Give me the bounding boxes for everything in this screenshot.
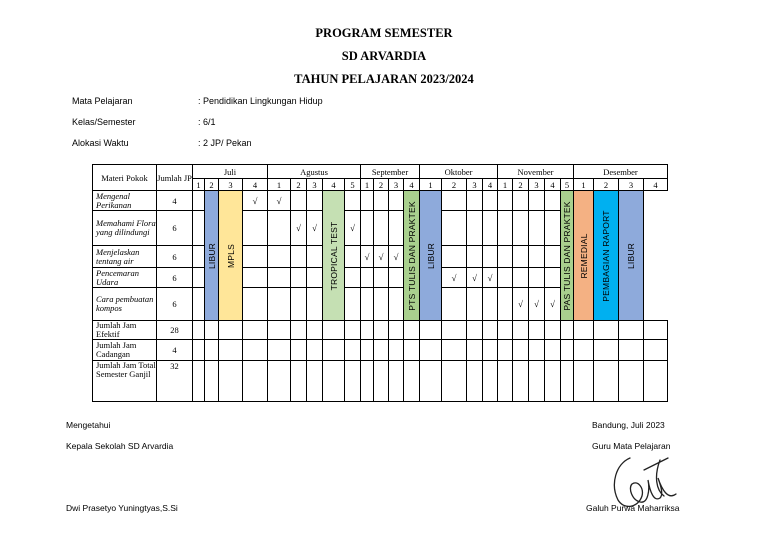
week-cell: 2 [442,179,467,191]
week-cell: 2 [513,179,529,191]
info-time: Alokasi Waktu : 2 JP/ Pekan [72,138,252,148]
materi-cell: Memahami Flora yang dilindungi [93,211,157,246]
week-cell: 4 [644,179,668,191]
band-libur-desember: LIBUR [619,191,644,321]
week-cell: 2 [594,179,619,191]
jp-cell: 6 [157,211,193,246]
summary-value: 4 [157,340,193,361]
week-cell: 4 [483,179,498,191]
check-mark: √ [483,268,498,288]
week-cell: 1 [574,179,594,191]
band-remedial: REMEDIAL [574,191,594,321]
jp-cell: 6 [157,288,193,321]
week-cell: 1 [498,179,513,191]
band-mpls: MPLS [219,191,243,321]
month-september: September [361,165,420,179]
week-cell: 1 [268,179,291,191]
check-mark: √ [442,268,467,288]
materi-cell: Cara pembuatan kompos [93,288,157,321]
week-cell: 3 [219,179,243,191]
jp-cell: 6 [157,268,193,288]
week-cell: 4 [404,179,420,191]
check-mark: √ [361,246,374,268]
info-class: Kelas/Semester : 6/1 [72,117,216,127]
week-cell: 2 [374,179,389,191]
check-mark: √ [291,211,307,246]
band-pas: PAS TULIS DAN PRAKTEK [561,191,574,321]
footer-guru-name: Galuh Purwa Maharriksa [586,503,680,513]
week-cell: 3 [467,179,483,191]
week-cell: 4 [323,179,345,191]
summary-value: 28 [157,321,193,340]
title-year: TAHUN PELAJARAN 2023/2024 [294,72,474,86]
band-pembagian-raport: PEMBAGIAN RAPORT [594,191,619,321]
week-cell: 3 [389,179,404,191]
week-cell: 3 [307,179,323,191]
band-libur-oktober: LIBUR [420,191,442,321]
month-juli: Juli [193,165,268,179]
summary-label: Jumlah Jam Efektif [93,321,157,340]
footer-kepala-name: Dwi Prasetyo Yuningtyas,S.Si [66,503,178,513]
check-mark: √ [529,288,545,321]
week-cell: 4 [243,179,268,191]
band-tropical-test: TROPICAL TEST [323,191,345,321]
week-cell: 5 [561,179,574,191]
band-libur-juli: LIBUR [205,191,219,321]
footer-mengetahui: Mengetahui [66,420,111,430]
materi-cell: Mengenal Perikanan [93,191,157,211]
month-agustus: Agustus [268,165,361,179]
jp-cell: 6 [157,246,193,268]
month-november: November [498,165,574,179]
week-cell: 4 [545,179,561,191]
summary-value: 32 [157,361,193,402]
check-mark: √ [243,191,268,211]
check-mark: √ [345,211,361,246]
check-mark: √ [307,211,323,246]
footer-kepala-title: Kepala Sekolah SD Arvardia [66,441,174,451]
check-mark: √ [545,288,561,321]
header-jp: Jumlah JP [157,165,193,191]
check-mark: √ [513,288,529,321]
title-program: PROGRAM SEMESTER [315,26,453,40]
materi-cell: Menjelaskan tentang air [93,246,157,268]
week-cell: 1 [361,179,374,191]
month-desember: Desember [574,165,668,179]
check-mark: √ [268,191,291,211]
title-school: SD ARVARDIA [341,49,427,63]
check-mark: √ [374,246,389,268]
week-cell: 2 [291,179,307,191]
footer-place-date: Bandung, Juli 2023 [592,420,665,430]
check-mark: √ [467,268,483,288]
summary-label: Jumlah Jam Total Semester Ganjil [93,361,157,402]
week-cell: 3 [619,179,644,191]
check-mark: √ [389,246,404,268]
week-cell: 3 [529,179,545,191]
materi-cell: Pencemaran Udara [93,268,157,288]
jp-cell: 4 [157,191,193,211]
band-pts: PTS TULIS DAN PRAKTEK [404,191,420,321]
info-subject: Mata Pelajaran : Pendidikan Lingkungan Hidup [72,96,323,106]
week-cell: 5 [345,179,361,191]
month-oktober: Oktober [420,165,498,179]
week-cell: 1 [420,179,442,191]
schedule-table [92,164,668,402]
week-cell: 2 [205,179,219,191]
footer-guru-title: Guru Mata Pelajaran [592,441,671,451]
week-cell: 1 [193,179,205,191]
summary-label: Jumlah Jam Cadangan [93,340,157,361]
header-materi: Materi Pokok [93,165,157,191]
